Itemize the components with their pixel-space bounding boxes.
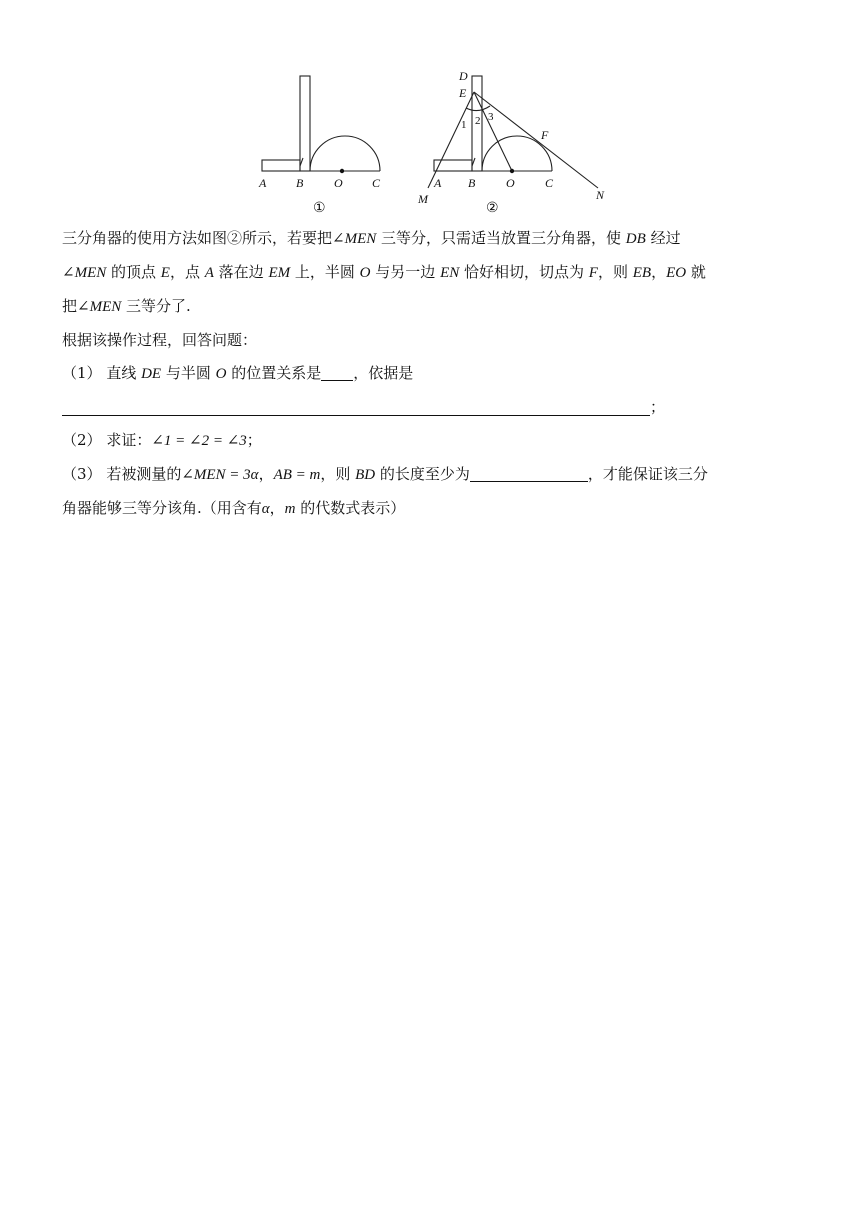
math-segment: DB: [625, 231, 646, 247]
math-equation: ∠MEN = 3α: [181, 467, 259, 483]
fig2-angle-arc: [466, 106, 490, 111]
text-run: 与半圆: [161, 364, 216, 382]
text-run: 把: [62, 297, 78, 315]
text-run: 经过: [645, 229, 681, 247]
fig2-label-M: M: [418, 192, 428, 206]
math-angle: ∠MEN: [332, 231, 377, 247]
question-number: （2）: [62, 431, 102, 449]
fig2-angle-1: 1: [461, 119, 467, 131]
math-symbol: m: [284, 501, 296, 517]
fig1-caption: ①: [313, 201, 326, 216]
fig2-ruler-arm: [434, 160, 472, 171]
math-segment: EO: [666, 265, 687, 281]
fig2-angle-3: 3: [488, 111, 494, 123]
fig2-label-N: N: [596, 188, 605, 202]
fig2-caption: ②: [486, 201, 499, 216]
math-angle: ∠MEN: [77, 299, 122, 315]
text-run: 角器能够三等分该角.（用含有: [62, 499, 262, 517]
math-point: O: [215, 366, 227, 382]
question-number: （1）: [62, 364, 102, 382]
fig2-segment-EO: [474, 92, 512, 171]
fig1-center-dot: [340, 169, 344, 173]
text-run: ；: [650, 398, 666, 416]
math-symbol: α: [261, 501, 270, 517]
question-2-line: [62, 424, 802, 458]
intro-line-3: [62, 290, 802, 324]
trisector-figures: [250, 66, 630, 218]
text-run: ，才能保证该三分: [587, 465, 708, 483]
text-run: ；: [246, 431, 262, 449]
text-run: 与另一边: [370, 263, 441, 281]
fig2-label-F: F: [541, 128, 549, 142]
question-number: （3）: [62, 465, 102, 483]
fig1-vertical-bar: [300, 76, 310, 171]
answer-blank-q3[interactable]: [470, 463, 588, 482]
math-point: E: [160, 265, 170, 281]
text-run: 上，半圆: [290, 263, 360, 281]
fig1-label-A: A: [259, 176, 267, 190]
intro-line-1: [62, 222, 802, 256]
intro-line-2: [62, 256, 802, 290]
question-1-line-2: [62, 391, 802, 424]
text-run: 就: [686, 263, 706, 281]
math-point: O: [359, 265, 371, 281]
text-run: 的长度至少为: [375, 465, 470, 483]
math-segment: EB: [632, 265, 652, 281]
text-run: 求证：: [101, 431, 152, 449]
text-run: ，: [651, 263, 667, 281]
text-run: ，点: [169, 263, 205, 281]
text-run: 的顶点: [106, 263, 161, 281]
fig2-label-B: B: [468, 176, 476, 190]
text-run: 恰好相切，切点为: [459, 263, 589, 281]
text-run: 落在边: [213, 263, 269, 281]
fig2-label-C: C: [545, 176, 554, 190]
math-point: F: [588, 265, 598, 281]
text-run: 三分角器的使用方法如图②所示，若要把: [62, 229, 333, 247]
fig2-label-E: E: [459, 86, 467, 100]
fig1-label-O: O: [334, 176, 343, 190]
math-segment: EM: [268, 265, 291, 281]
text-run: 三等分了.: [121, 297, 191, 315]
math-segment: DE: [141, 366, 162, 382]
text-run: ，: [258, 465, 274, 483]
fig2-label-D: D: [459, 69, 468, 83]
answer-blank-q1-relation[interactable]: [321, 362, 353, 381]
fig2-angle-2: 2: [475, 115, 481, 127]
fig2-center-dot: [510, 169, 514, 173]
text-run: ，则: [597, 263, 633, 281]
math-angle: ∠MEN: [62, 265, 107, 281]
text-run: ，依据是: [353, 364, 414, 382]
figure-svg: [250, 66, 630, 218]
math-equation: AB = m: [273, 467, 321, 483]
fig1-label-B: B: [296, 176, 304, 190]
figure-1: [262, 76, 380, 173]
answer-blank-q1-reason[interactable]: [62, 395, 650, 416]
text-run: 的代数式表示）: [295, 499, 406, 517]
fig2-label-O: O: [506, 176, 515, 190]
question-3-line-1: [62, 458, 802, 492]
text-run: 三等分，只需适当放置三分角器，使: [376, 229, 626, 247]
text-run: 若被测量的: [101, 465, 182, 483]
math-equation: ∠1 = ∠2 = ∠3: [151, 433, 247, 449]
text-run: 直线: [101, 364, 142, 382]
question-3-line-2: [62, 492, 802, 526]
math-segment: BD: [355, 467, 376, 483]
math-segment: EN: [440, 265, 460, 281]
fig1-semicircle: [310, 136, 380, 171]
problem-text: [62, 222, 802, 526]
text-run: 的位置关系是: [226, 364, 322, 382]
math-point: A: [204, 265, 214, 281]
prompt-line: 根据该操作过程，回答问题：: [62, 331, 258, 349]
text-run: ，则: [320, 465, 356, 483]
fig1-ruler-arm: [262, 160, 300, 171]
text-run: ，: [269, 499, 285, 517]
fig2-label-A: A: [434, 176, 442, 190]
fig2-ray-EM: [428, 92, 474, 188]
fig1-label-C: C: [372, 176, 381, 190]
question-1-line-1: [62, 357, 802, 391]
fig2-ray-EN: [474, 92, 598, 188]
